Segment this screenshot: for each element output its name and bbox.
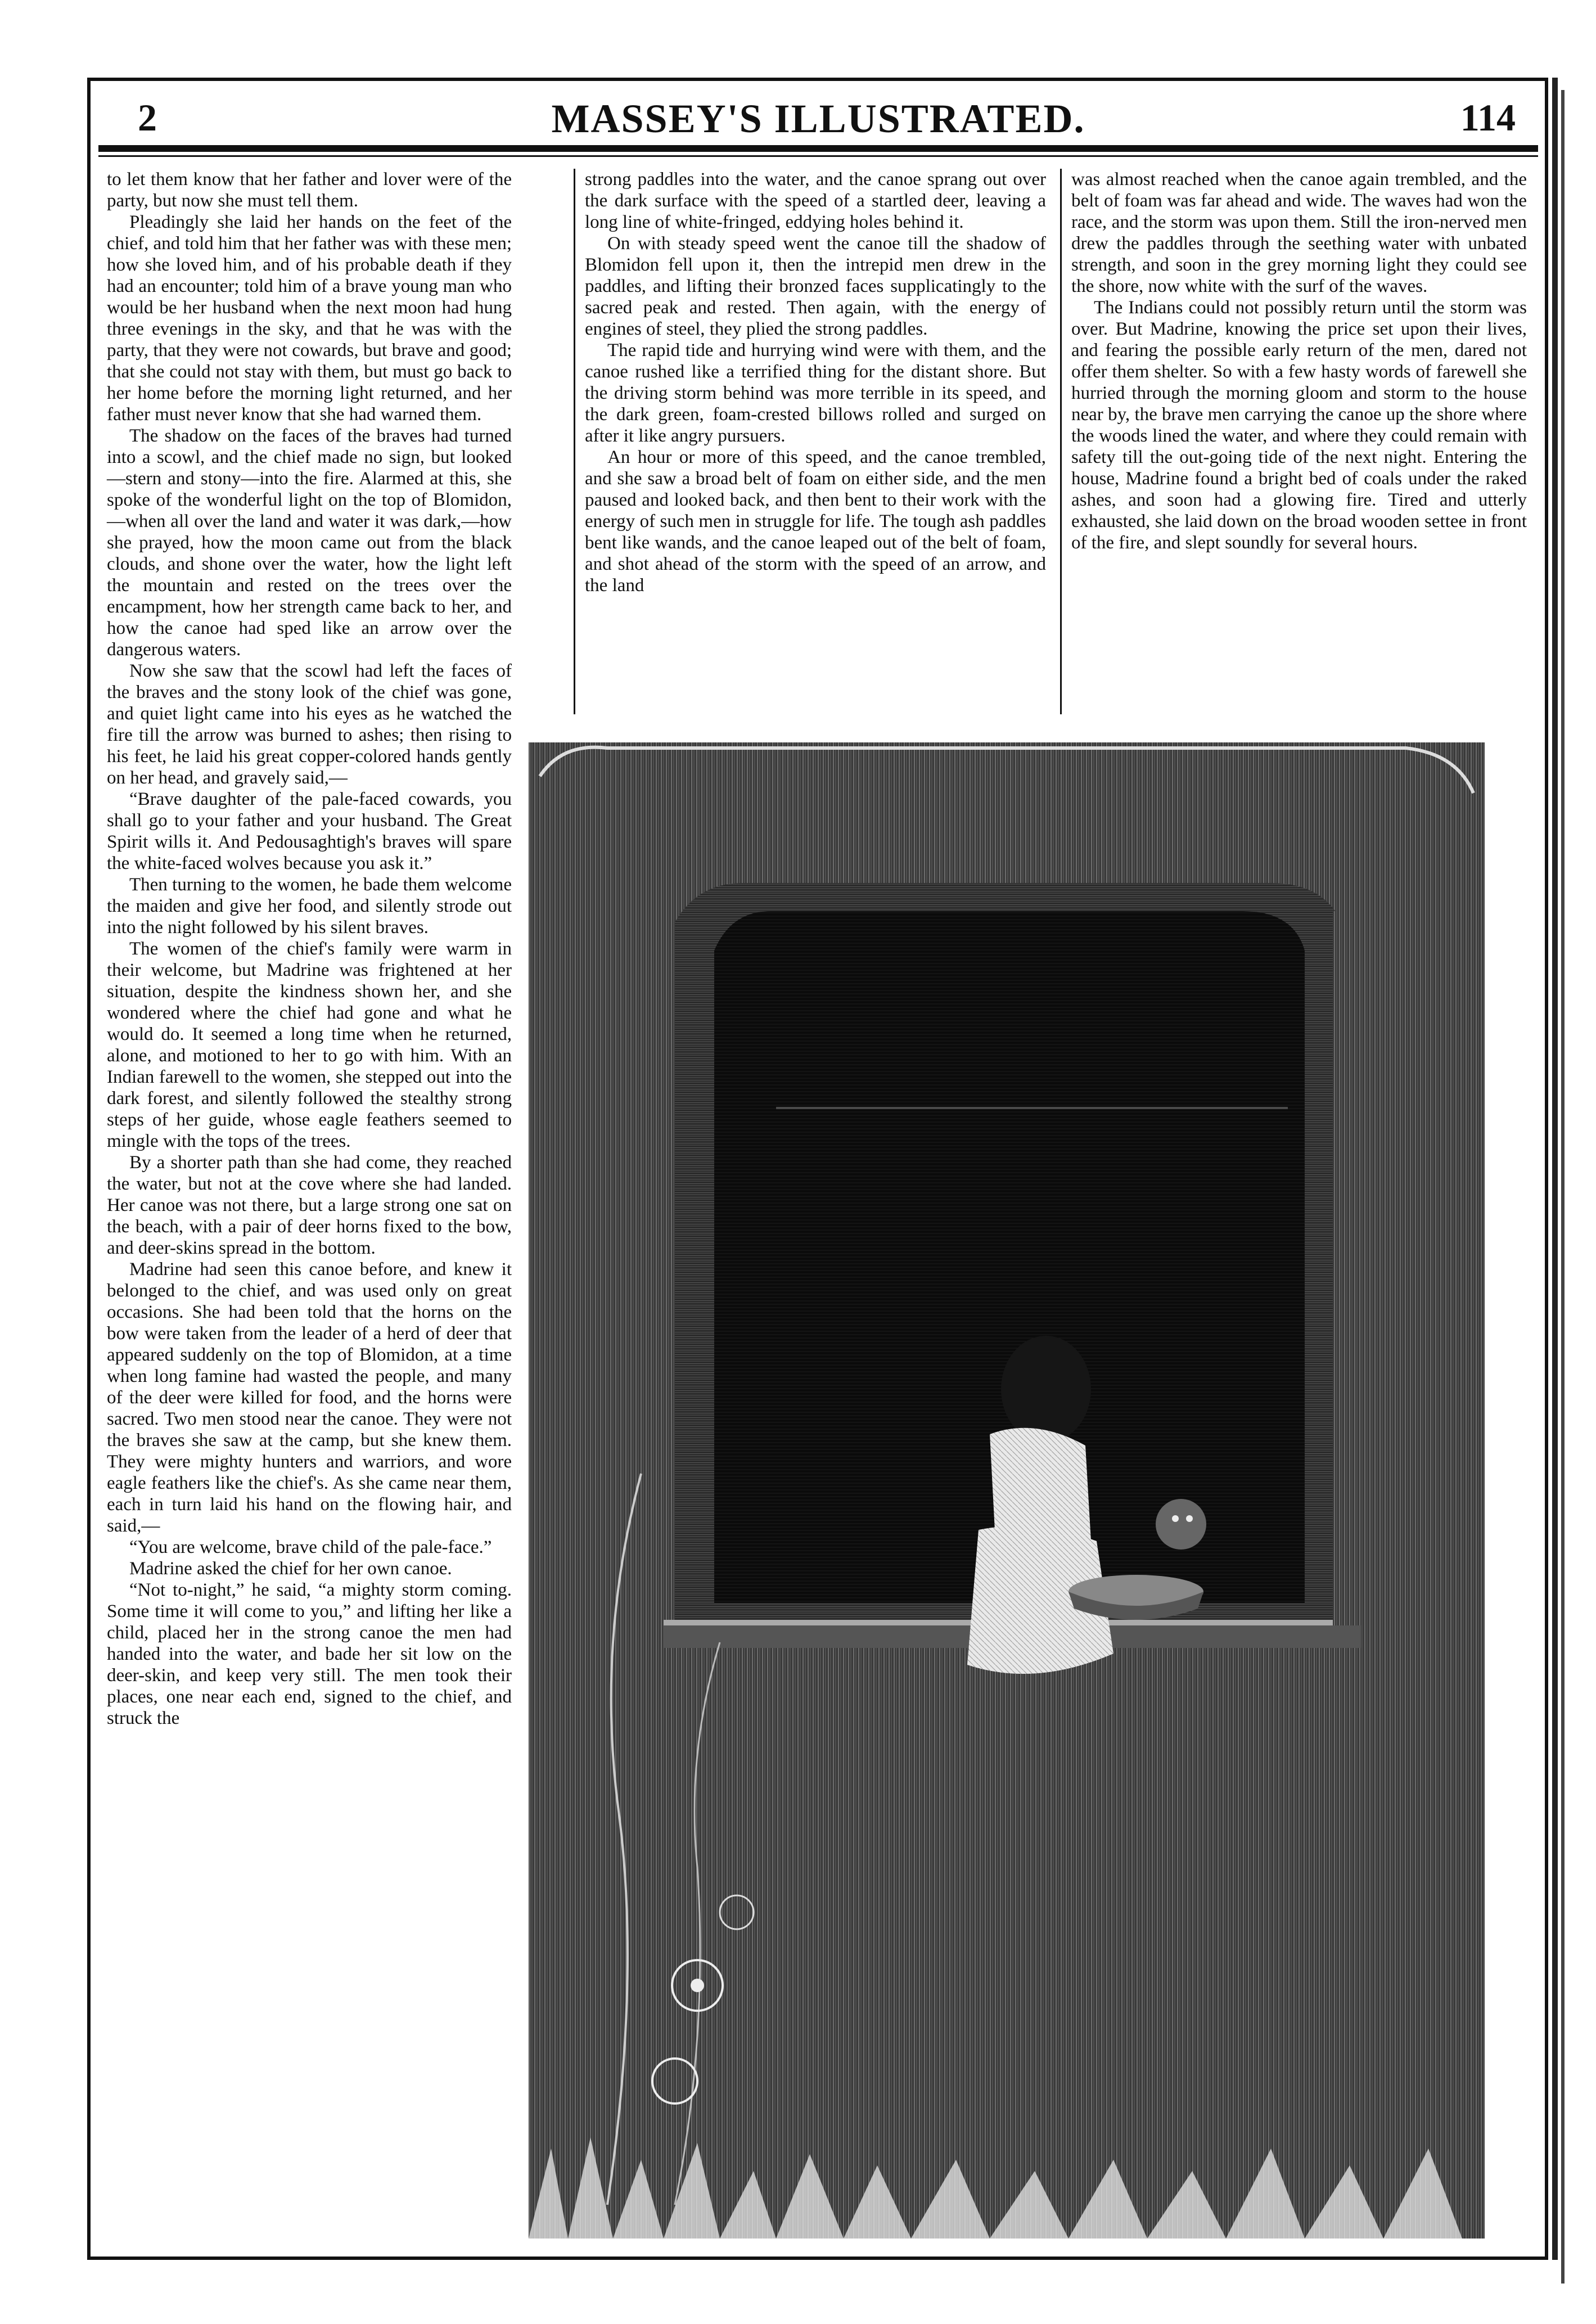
- paragraph: was almost reached when the canoe again trembled, and the belt of foam was far ahead and wide. The waves had won the race, and the storm was upon them. Still the iron-nerved men drew the paddles through the seething water with unbated strength, and soon in the grey morning light they could see the shore, now white with the surf of the waves.: [1071, 169, 1527, 296]
- column-1: [107, 169, 512, 2250]
- paragraph: An hour or more of this speed, and the canoe trembled, and she saw a broad belt of foam on either side, and the men paused and looked back, and then bent to their work with the energy of such men in struggle for life. The tough ash paddles bent like wands, and the canoe leaped out of the belt of foam, and shot ahead of the storm with the speed of an arrow, and the land: [585, 447, 1046, 596]
- paragraph: Madrine had seen this canoe before, and knew it belonged to the chief, and was used only on great occasions. She had been told that the horns on the bow were taken from the leader of a herd of deer that appeared suddenly on the top of Blomidon, at a time when long famine had wasted the people, and many of the deer were killed for food, and the horns were sacred. Two men stood near the canoe. They were not the braves she saw at the camp, but she knew them. They were mighty hunters and warriors, and wore eagle feathers like the chief's. As she came near them, each in turn laid his hand on the flowing hair, and said,—: [107, 1259, 512, 1536]
- paragraph: “You are welcome, brave child of the pale-face.”: [129, 1537, 492, 1557]
- column-2: [585, 169, 1046, 596]
- page-number: 2: [138, 96, 157, 139]
- page-edge: [1552, 78, 1558, 2260]
- paragraph: “Not to-night,” he said, “a mighty storm coming. Some time it will come to you,” and lifting her like a child, placed her in the strong canoe the men had handed into the water, and bade her sit low on the deer-skin, and keep very still. The men took their places, one near each end, signed to the chief, and struck the: [107, 1580, 512, 1728]
- paragraph: Then turning to the women, he bade them welcome the maiden and give her food, and silently strode out into the night followed by his silent braves.: [107, 875, 512, 938]
- page-edge-outer: [1561, 90, 1565, 2284]
- paragraph: strong paddles into the water, and the canoe sprang out over the dark surface with the speed of a startled deer, leaving a long line of white-fringed, eddying holes behind it.: [585, 169, 1046, 232]
- paragraph: Madrine asked the chief for her own canoe.: [129, 1559, 452, 1579]
- paragraph: The shadow on the faces of the braves had turned into a scowl, and the chief made no sign, but looked—stern and stony—into the fire. Alarmed at this, she spoke of the wonderful light on the top of Blomidon,—when all over the land and water it was dark,—how she prayed, how the moon came out from the black clouds, and shone over the water, how the light left the mountain and rested on the trees over the encampment, how her strength came back to her, and how the canoe had sped like an arrow over the dangerous waters.: [107, 426, 512, 660]
- paragraph: “Brave daughter of the pale-faced cowards, you shall go to your father and your husband. The Great Spirit wills it. And Pedousaghtigh's braves will spare the white-faced wolves because you ask it.”: [107, 789, 512, 873]
- folio-number: 114: [1460, 96, 1516, 139]
- paragraph: Now she saw that the scowl had left the faces of the braves and the stony look of the chief was gone, and quiet light came into his eyes as he watched the fire till the arrow was burned to ashes; then rising to his feet, he laid his great copper-colored hands gently on her head, and gravely said,—: [107, 661, 512, 788]
- paragraph: The rapid tide and hurrying wind were with them, and the canoe rushed like a terrified thing for the distant shore. But the driving storm behind was more terrible in its speed, and the dark green, foam-crested billows rolled and surged on after it like angry pursuers.: [585, 340, 1046, 446]
- header-rule: [98, 145, 1538, 152]
- column-3: [1071, 169, 1527, 553]
- paragraph: to let them know that her father and lover were of the party, but now she must tell them.: [107, 169, 512, 211]
- paragraph: The women of the chief's family were warm in their welcome, but Madrine was frightened at her situation, despite the kindness shown her, and she wondered where the chief had gone and what he would do. It seemed a long time when he returned, alone, and motioned to her to go with him. With an Indian farewell to the women, she stepped out into the dark forest, and silently followed the stealthy strong steps of her guide, whose eagle feathers seemed to mingle with the tops of the trees.: [107, 939, 512, 1151]
- paragraph: By a shorter path than she had come, they reached the water, but not at the cove where she had landed. Her canoe was not there, but a large strong one sat on the beach, with a pair of deer horns fixed to the bow, and deer-skins spread in the bottom.: [107, 1152, 512, 1258]
- paragraph: The Indians could not possibly return until the storm was over. But Madrine, knowing the price set upon their lives, and fearing the possible early return of the men, dared not offer them shelter. So with a few hasty words of farewell she hurried through the morning gloom and storm to the house near by, the brave men carrying the canoe up the shore where the woods lined the water, and where they could remain with safety till the out-going tide of the next night. Entering the house, Madrine found a bright bed of coals under the raked ashes, and soon had a glowing fire. Tired and utterly exhausted, she laid down on the broad wooden settee in front of the fire, and slept soundly for several hours.: [1071, 298, 1527, 553]
- column-divider: [1060, 169, 1062, 714]
- header-rule-thin: [98, 155, 1538, 157]
- paragraph: On with steady speed went the canoe till the shadow of Blomidon fell upon it, then the intrepid men drew in the paddles, and lifting their bronzed faces supplicatingly to the sacred peak and rested. Then again, with the energy of engines of steel, they plied the strong paddles.: [585, 233, 1046, 339]
- paragraph: Pleadingly she laid her hands on the feet of the chief, and told him that her father was with these men; how she loved him, and of his probable death if they had an encounter; told him of a brave young man who would be her husband when the next moon had hung three evenings in the sky, and that he was with the party, that they were not cowards, but brave and good; that she could not stay with them, but must go back to her home before the morning light returned, and her father must never know that she had warned them.: [107, 212, 512, 425]
- column-divider: [574, 169, 575, 714]
- page-header: [98, 90, 1538, 146]
- publication-title: MASSEY'S ILLUSTRATED.: [551, 96, 1085, 141]
- engraving-illustration: [529, 742, 1485, 2239]
